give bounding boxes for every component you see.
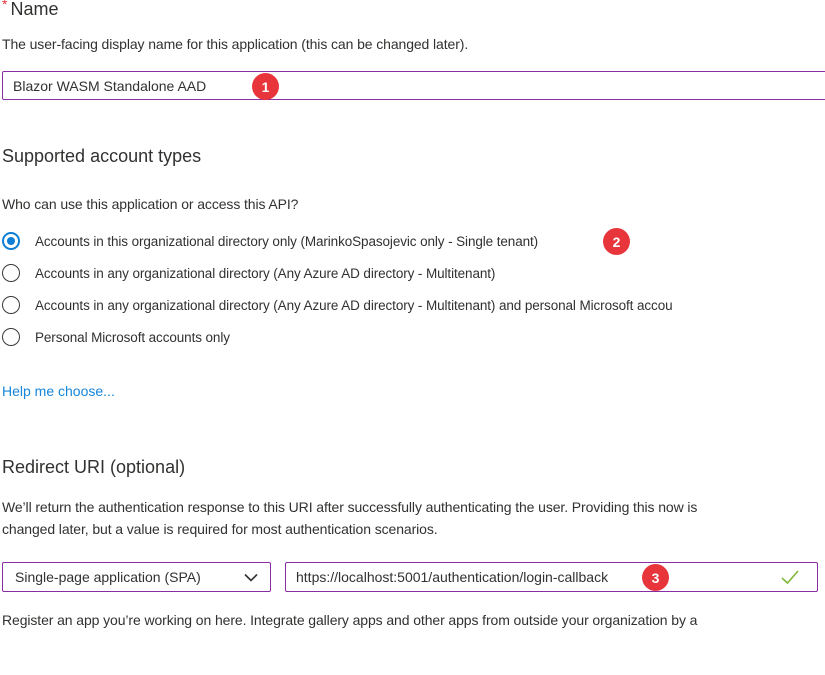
account-types-radio-group	[2, 225, 825, 353]
name-title-text: Name	[10, 0, 59, 19]
app-name-input[interactable]	[2, 71, 825, 100]
radio-unselected-icon	[2, 296, 20, 314]
redirect-uri-description	[2, 497, 697, 540]
redirect-uri-description-line2: changed later, but a value is required for most authentication scenarios.	[2, 520, 438, 537]
radio-option-label: Accounts in any organizational directory (Any Azure AD directory - Multitenant)	[35, 265, 496, 281]
account-types-title: Supported account types	[2, 146, 202, 166]
radio-selected-icon	[2, 232, 20, 250]
chevron-down-icon	[244, 573, 258, 582]
step-badge-2: 2	[603, 228, 630, 255]
footer-register-text: Register an app you’re working on here. Integrate gallery apps and other apps from outside your organization by a	[2, 612, 698, 628]
redirect-uri-description-line1: We’ll return the authentication response to this URI after successfully authenticating the user. Providing this now is	[2, 499, 698, 515]
radio-unselected-icon	[2, 328, 20, 346]
account-types-question: Who can use this application or access this API?	[2, 196, 299, 212]
platform-select-dropdown[interactable]	[2, 562, 271, 592]
redirect-uri-title: Redirect URI (optional)	[2, 457, 186, 477]
redirect-uri-input[interactable]	[285, 562, 818, 592]
radio-option-multitenant-personal[interactable]	[2, 289, 825, 321]
radio-option-label: Personal Microsoft accounts only	[35, 329, 230, 345]
valid-check-icon	[780, 569, 800, 585]
radio-option-label: Accounts in any organizational directory (Any Azure AD directory - Multitenant) and personal Microsoft accou	[35, 297, 673, 313]
step-badge-3: 3	[642, 564, 669, 591]
help-me-choose-link[interactable]: Help me choose...	[2, 383, 115, 399]
step-badge-1: 1	[252, 73, 279, 100]
name-section-title	[2, 0, 58, 20]
platform-select-value: Single-page application (SPA)	[15, 569, 201, 585]
radio-option-personal-only[interactable]	[2, 321, 825, 353]
radio-option-multitenant[interactable]	[2, 257, 825, 289]
required-asterisk: *	[2, 0, 8, 12]
radio-option-single-tenant[interactable]	[2, 225, 825, 257]
radio-unselected-icon	[2, 264, 20, 282]
name-description: The user-facing display name for this application (this can be changed later).	[2, 36, 469, 52]
radio-option-label: Accounts in this organizational directory only (MarinkoSpasojevic only - Single tenant)	[35, 233, 539, 249]
